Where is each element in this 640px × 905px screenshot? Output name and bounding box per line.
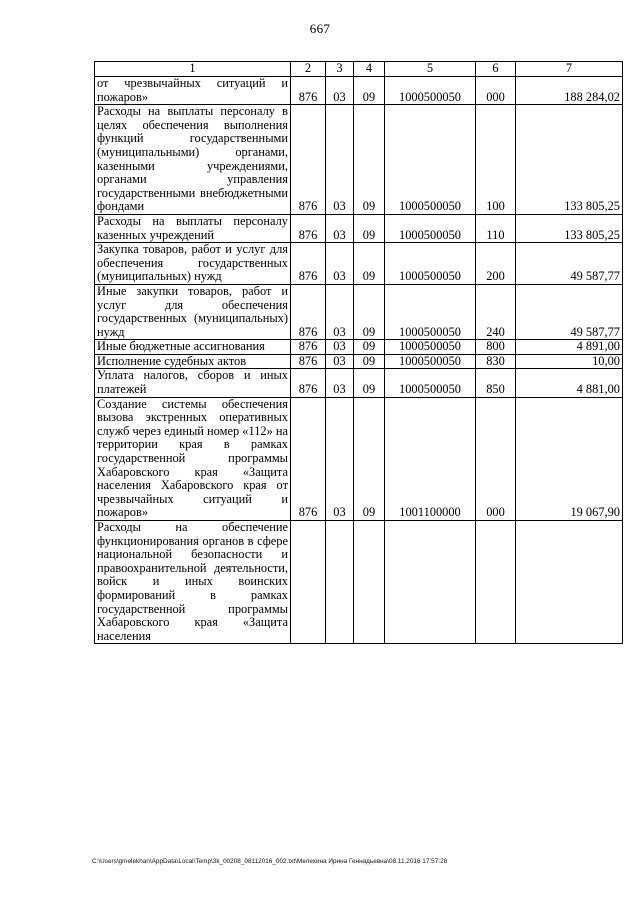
column-header-5: 5 [385, 62, 476, 77]
cell-amount: 10,00 [516, 354, 623, 369]
page-number: 667 [309, 21, 331, 36]
cell-expense-type: 000 [476, 77, 516, 105]
cell-expense-type: 800 [476, 340, 516, 355]
cell-subsection: 09 [354, 214, 385, 242]
cell-ministry: 876 [291, 369, 326, 397]
cell-ministry: 876 [291, 354, 326, 369]
table-row [95, 243, 623, 285]
cell-target-code: 1000500050 [385, 243, 476, 285]
cell-target-code: 1000500050 [385, 340, 476, 355]
row-name: Иные бюджетные ассигнования [95, 340, 291, 355]
table-row [95, 214, 623, 242]
cell-subsection: 09 [354, 397, 385, 520]
column-header-6: 6 [476, 62, 516, 77]
cell-section: 03 [326, 354, 354, 369]
cell-expense-type: 830 [476, 354, 516, 369]
row-name: от чрезвычайных ситуаций и пожаров» [95, 77, 291, 105]
column-header-1: 1 [95, 62, 291, 77]
cell-target-code: 1001100000 [385, 397, 476, 520]
cell-expense-type: 000 [476, 397, 516, 520]
cell-section: 03 [326, 105, 354, 215]
file-path-footer: C:\Users\gmelekhan\AppData\Local\Temp\3k_00208_08112016_002.txt\Мелехина Ирина Геннадьевна\08.11.2016 17:57:28 [92, 858, 448, 865]
cell-section: 03 [326, 243, 354, 285]
cell-amount: 4 881,00 [516, 369, 623, 397]
cell-subsection: 09 [354, 284, 385, 339]
cell-subsection: 09 [354, 369, 385, 397]
cell-amount: 188 284,02 [516, 77, 623, 105]
cell-target-code: 1000500050 [385, 369, 476, 397]
row-name: Расходы на обеспечение функционирования органов в сфере национальной безопасности и правоохранительной деятельности, войск и иных воинских формирований в рамках государственной программы Хабаровского края «Защита населения [95, 521, 291, 644]
cell-amount [516, 521, 623, 644]
cell-section: 03 [326, 214, 354, 242]
cell-ministry: 876 [291, 77, 326, 105]
cell-subsection: 09 [354, 354, 385, 369]
row-name: Закупка товаров, работ и услуг для обеспечения государственных (муниципальных) нужд [95, 243, 291, 285]
cell-subsection: 09 [354, 105, 385, 215]
row-name: Создание системы обеспечения вызова экстренных оперативных служб через единый номер «112» на территории края в рамках государственной программы Хабаровского края «Защита населения Хабаровского края от чрезвычайных ситуаций и пожаров» [95, 397, 291, 520]
cell-section: 03 [326, 340, 354, 355]
row-name: Уплата налогов, сборов и иных платежей [95, 369, 291, 397]
cell-target-code [385, 521, 476, 644]
cell-subsection: 09 [354, 243, 385, 285]
cell-ministry: 876 [291, 243, 326, 285]
row-name: Расходы на выплаты персоналу казенных учреждений [95, 214, 291, 242]
cell-ministry: 876 [291, 214, 326, 242]
cell-expense-type: 850 [476, 369, 516, 397]
cell-amount: 133 805,25 [516, 105, 623, 215]
cell-ministry: 876 [291, 397, 326, 520]
cell-amount: 49 587,77 [516, 243, 623, 285]
cell-ministry: 876 [291, 340, 326, 355]
cell-subsection: 09 [354, 340, 385, 355]
cell-expense-type [476, 521, 516, 644]
cell-ministry: 876 [291, 105, 326, 215]
table-row [95, 77, 623, 105]
column-header-2: 2 [291, 62, 326, 77]
cell-amount: 133 805,25 [516, 214, 623, 242]
cell-ministry [291, 521, 326, 644]
table-row [95, 340, 623, 355]
row-name: Расходы на выплаты персоналу в целях обеспечения выполнения функций государственными (муниципальными) органами, казенными учреждениями, органами управления государственными внебюджетными фондами [95, 105, 291, 215]
cell-ministry: 876 [291, 284, 326, 339]
cell-target-code: 1000500050 [385, 77, 476, 105]
cell-section [326, 521, 354, 644]
column-header-4: 4 [354, 62, 385, 77]
cell-section: 03 [326, 77, 354, 105]
cell-amount: 49 587,77 [516, 284, 623, 339]
cell-target-code: 1000500050 [385, 284, 476, 339]
cell-expense-type: 110 [476, 214, 516, 242]
cell-amount: 19 067,90 [516, 397, 623, 520]
cell-subsection: 09 [354, 77, 385, 105]
cell-section: 03 [326, 284, 354, 339]
table-row [95, 369, 623, 397]
cell-section: 03 [326, 369, 354, 397]
budget-table [94, 61, 623, 644]
table-row [95, 284, 623, 339]
cell-expense-type: 200 [476, 243, 516, 285]
table-row [95, 354, 623, 369]
table-row [95, 105, 623, 215]
row-name: Иные закупки товаров, работ и услуг для обеспечения государственных (муниципальных) нужд [95, 284, 291, 339]
row-name: Исполнение судебных актов [95, 354, 291, 369]
cell-target-code: 1000500050 [385, 105, 476, 215]
cell-target-code: 1000500050 [385, 354, 476, 369]
column-header-7: 7 [516, 62, 623, 77]
cell-target-code: 1000500050 [385, 214, 476, 242]
cell-section: 03 [326, 397, 354, 520]
cell-amount: 4 891,00 [516, 340, 623, 355]
column-header-3: 3 [326, 62, 354, 77]
table-row [95, 521, 623, 644]
cell-expense-type: 240 [476, 284, 516, 339]
cell-expense-type: 100 [476, 105, 516, 215]
table-row [95, 397, 623, 520]
header-row [95, 62, 623, 77]
cell-subsection [354, 521, 385, 644]
